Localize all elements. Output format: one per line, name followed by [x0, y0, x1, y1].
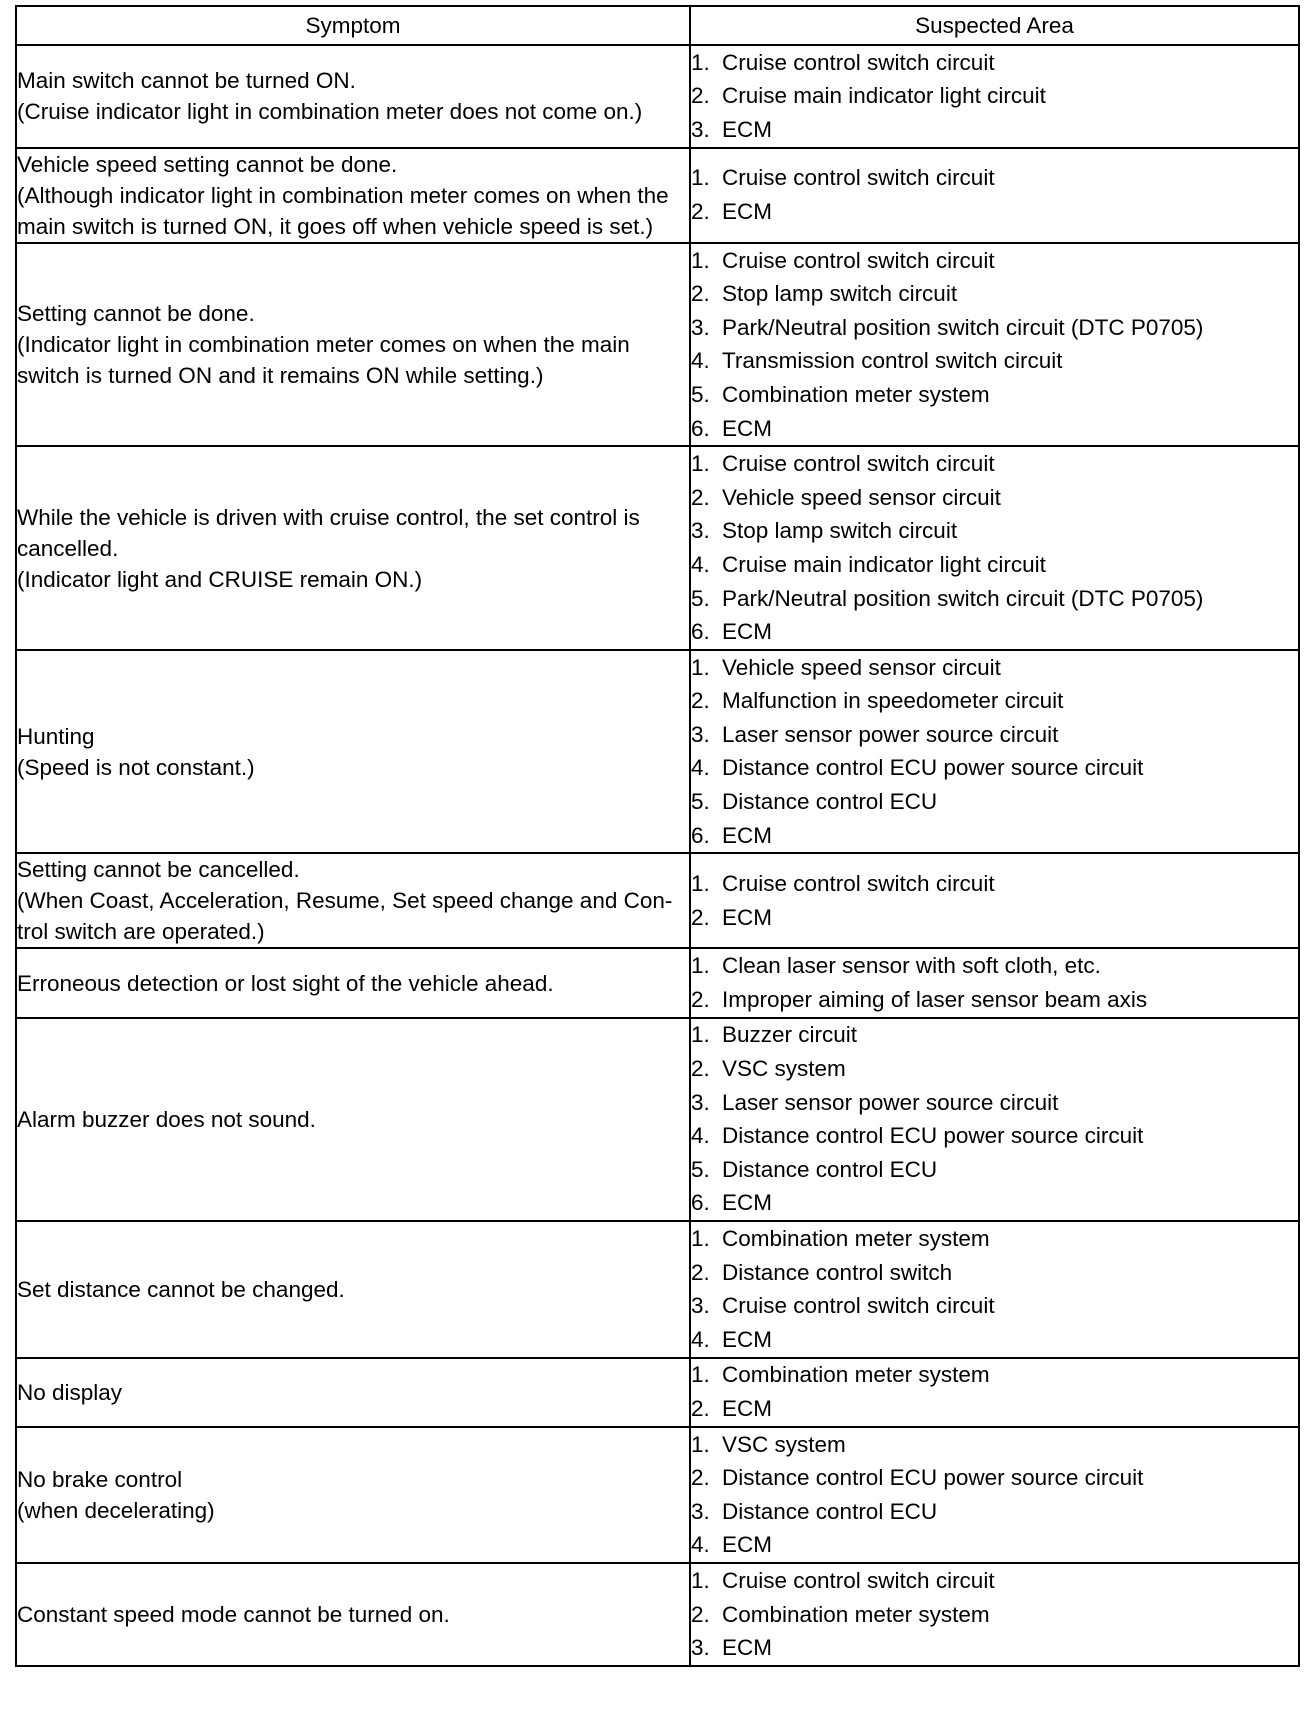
suspected-area-text: Cruise main indicator light circuit	[722, 551, 1046, 577]
suspected-area-text: ECM	[722, 116, 772, 142]
symptom-cell	[16, 1563, 690, 1666]
symptom-text-line: (Indicator light in combination meter comes on when the main	[17, 332, 630, 358]
suspected-area-cell	[690, 243, 1299, 447]
suspected-area-cell	[690, 650, 1299, 854]
suspected-area-item	[691, 651, 1298, 685]
suspected-area-number: 2.	[691, 484, 710, 510]
suspected-area-item	[691, 949, 1298, 983]
suspected-area-text: Laser sensor power source circuit	[722, 721, 1059, 747]
symptom-text-line: Alarm buzzer does not sound.	[17, 1106, 316, 1132]
suspected-area-text: ECM	[722, 199, 772, 225]
suspected-area-text: Distance control ECU	[722, 789, 938, 815]
table-row	[16, 446, 1299, 650]
suspected-area-text: ECM	[722, 822, 772, 848]
symptom-text-line: Vehicle speed setting cannot be done.	[17, 151, 398, 177]
suspected-area-text: Vehicle speed sensor circuit	[722, 484, 1001, 510]
suspected-area-number: 1.	[691, 1362, 710, 1388]
suspected-area-text: VSC system	[722, 1056, 846, 1082]
suspected-area-number: 4.	[691, 1532, 710, 1558]
suspected-area-text: VSC system	[722, 1431, 846, 1457]
suspected-area-item	[691, 1153, 1298, 1187]
suspected-area-text: ECM	[722, 904, 772, 930]
suspected-area-item	[691, 447, 1298, 481]
suspected-area-text: Cruise control switch circuit	[722, 871, 995, 897]
suspected-area-item	[691, 1086, 1298, 1120]
suspected-area-text: Park/Neutral position switch circuit (DTC P0705)	[722, 585, 1204, 611]
suspected-area-number: 1.	[691, 1431, 710, 1457]
symptom-cell	[16, 148, 690, 243]
suspected-area-number: 2.	[691, 986, 710, 1012]
table-row	[16, 1427, 1299, 1563]
suspected-area-text: Vehicle speed sensor circuit	[722, 654, 1001, 680]
suspected-area-item	[691, 983, 1298, 1017]
suspected-area-text: Cruise control switch circuit	[722, 247, 995, 273]
symptom-text-line: (Although indicator light in combination meter comes on when the	[17, 182, 669, 208]
table-body	[16, 45, 1299, 1666]
suspected-area-text: Cruise control switch circuit	[722, 451, 995, 477]
suspected-area-item	[691, 1529, 1298, 1563]
suspected-area-item	[691, 80, 1298, 114]
suspected-area-text: Distance control ECU power source circuit	[722, 1465, 1144, 1491]
table-row	[16, 243, 1299, 447]
suspected-area-item	[691, 1428, 1298, 1462]
suspected-area-cell	[690, 446, 1299, 650]
suspected-area-text: Distance control ECU	[722, 1156, 938, 1182]
suspected-area-number: 4.	[691, 1123, 710, 1149]
suspected-area-number: 4.	[691, 348, 710, 374]
suspected-area-item	[691, 752, 1298, 786]
suspected-area-number: 1.	[691, 165, 710, 191]
symptom-text-line: trol switch are operated.)	[17, 919, 265, 945]
suspected-area-item	[691, 1598, 1298, 1632]
suspected-area-item	[691, 1187, 1298, 1221]
suspected-area-number: 4.	[691, 1326, 710, 1352]
suspected-area-text: Buzzer circuit	[722, 1022, 858, 1048]
suspected-area-item	[691, 1222, 1298, 1256]
suspected-area-number: 1.	[691, 953, 710, 979]
suspected-area-number: 4.	[691, 755, 710, 781]
symptom-cell	[16, 853, 690, 948]
suspected-area-number: 5.	[691, 381, 710, 407]
symptom-text-line: switch is turned ON and it remains ON while setting.)	[17, 363, 544, 389]
suspected-area-text: Cruise control switch circuit	[722, 1293, 995, 1319]
suspected-area-item	[691, 1461, 1298, 1495]
suspected-area-number: 3.	[691, 314, 710, 340]
suspected-area-item	[691, 481, 1298, 515]
suspected-area-text: Stop lamp switch circuit	[722, 281, 958, 307]
suspected-area-item	[691, 277, 1298, 311]
suspected-area-number: 2.	[691, 688, 710, 714]
suspected-area-number: 1.	[691, 247, 710, 273]
suspected-area-number: 3.	[691, 1498, 710, 1524]
suspected-area-item	[691, 1289, 1298, 1323]
suspected-area-number: 3.	[691, 116, 710, 142]
suspected-area-number: 1.	[691, 1226, 710, 1252]
suspected-area-number: 2.	[691, 1056, 710, 1082]
suspected-area-item	[691, 412, 1298, 446]
symptom-cell	[16, 1358, 690, 1427]
symptom-text-line: (Speed is not constant.)	[17, 754, 255, 780]
suspected-area-number: 2.	[691, 83, 710, 109]
symptom-text-line: Setting cannot be done.	[17, 301, 255, 327]
suspected-area-number: 6.	[691, 822, 710, 848]
symptom-cell	[16, 45, 690, 148]
suspected-area-number: 3.	[691, 721, 710, 747]
suspected-area-text: Distance control switch	[722, 1259, 953, 1285]
symptom-cell	[16, 1427, 690, 1563]
suspected-area-cell	[690, 1427, 1299, 1563]
suspected-area-cell	[690, 853, 1299, 948]
suspected-area-item	[691, 1052, 1298, 1086]
suspected-area-cell	[690, 148, 1299, 243]
suspected-area-text: ECM	[722, 1395, 772, 1421]
suspected-area-item	[691, 162, 1298, 196]
symptom-column-header: Symptom	[16, 6, 690, 45]
table-row	[16, 948, 1299, 1017]
symptom-cell	[16, 243, 690, 447]
suspected-area-cell	[690, 1358, 1299, 1427]
suspected-area-item	[691, 901, 1298, 935]
suspected-area-item	[691, 1495, 1298, 1529]
suspected-area-text: ECM	[722, 1190, 772, 1216]
suspected-area-number: 5.	[691, 1156, 710, 1182]
suspected-area-text: Clean laser sensor with soft cloth, etc.	[722, 953, 1101, 979]
suspected-area-number: 1.	[691, 1022, 710, 1048]
suspected-area-item	[691, 345, 1298, 379]
suspected-area-item	[691, 1359, 1298, 1393]
suspected-area-number: 1.	[691, 871, 710, 897]
suspected-area-text: Transmission control switch circuit	[722, 348, 1063, 374]
suspected-area-number: 6.	[691, 415, 710, 441]
suspected-area-item	[691, 718, 1298, 752]
suspected-area-text: ECM	[722, 1532, 772, 1558]
suspected-area-number: 2.	[691, 1465, 710, 1491]
suspected-area-cell	[690, 45, 1299, 148]
symptom-text-line: (Indicator light and CRUISE remain ON.)	[17, 566, 423, 592]
suspected-area-item	[691, 244, 1298, 278]
suspected-area-number: 4.	[691, 551, 710, 577]
suspected-area-item	[691, 1631, 1298, 1665]
suspected-area-text: ECM	[722, 415, 772, 441]
suspected-area-text: Park/Neutral position switch circuit (DTC P0705)	[722, 314, 1204, 340]
table-row	[16, 853, 1299, 948]
suspected-area-number: 2.	[691, 281, 710, 307]
table-row	[16, 148, 1299, 243]
symptom-text-line: While the vehicle is driven with cruise control, the set control is	[17, 504, 640, 530]
symptom-cell	[16, 1221, 690, 1357]
suspected-area-item	[691, 113, 1298, 147]
table-row	[16, 1221, 1299, 1357]
suspected-area-text: Distance control ECU	[722, 1498, 938, 1524]
suspected-area-text: Stop lamp switch circuit	[722, 518, 958, 544]
symptom-text-line: Setting cannot be cancelled.	[17, 857, 300, 883]
suspected-area-text: Cruise control switch circuit	[722, 1567, 995, 1593]
symptom-text-line: (when decelerating)	[17, 1497, 215, 1523]
suspected-area-number: 3.	[691, 1293, 710, 1319]
suspected-area-text: Improper aiming of laser sensor beam axis	[722, 986, 1148, 1012]
table-row	[16, 1018, 1299, 1222]
suspected-area-number: 1.	[691, 49, 710, 75]
suspected-area-text: Distance control ECU power source circuit	[722, 755, 1144, 781]
suspected-area-text: ECM	[722, 1326, 772, 1352]
suspected-area-text: Malfunction in speedometer circuit	[722, 688, 1064, 714]
suspected-area-number: 2.	[691, 1601, 710, 1627]
suspected-area-cell	[690, 1563, 1299, 1666]
symptom-text-line: Main switch cannot be turned ON.	[17, 68, 356, 94]
suspected-area-item	[691, 1019, 1298, 1053]
symptom-text-line: Hunting	[17, 723, 95, 749]
suspected-area-cell	[690, 948, 1299, 1017]
suspected-area-item	[691, 378, 1298, 412]
symptom-text-line: cancelled.	[17, 535, 119, 561]
suspected-area-text: Cruise control switch circuit	[722, 165, 995, 191]
suspected-area-item	[691, 1323, 1298, 1357]
suspected-area-text: Combination meter system	[722, 1601, 990, 1627]
suspected-area-number: 3.	[691, 1089, 710, 1115]
suspected-area-item	[691, 582, 1298, 616]
suspected-area-item	[691, 46, 1298, 80]
suspected-area-item	[691, 515, 1298, 549]
symptom-text-line: No display	[17, 1379, 123, 1405]
suspected-area-text: Combination meter system	[722, 1362, 990, 1388]
suspected-area-number: 1.	[691, 654, 710, 680]
suspected-area-item	[691, 867, 1298, 901]
suspected-area-text: Combination meter system	[722, 1226, 990, 1252]
table-header-row	[16, 6, 1299, 45]
suspected-area-text: ECM	[722, 619, 772, 645]
suspected-area-number: 3.	[691, 518, 710, 544]
symptom-text-line: No brake control	[17, 1466, 183, 1492]
suspected-area-number: 2.	[691, 199, 710, 225]
suspected-area-number: 2.	[691, 904, 710, 930]
suspected-area-text: Cruise control switch circuit	[722, 49, 995, 75]
suspected-area-item	[691, 819, 1298, 853]
suspected-area-item	[691, 785, 1298, 819]
suspected-area-item	[691, 1119, 1298, 1153]
symptom-cell	[16, 1018, 690, 1222]
symptom-text-line: Constant speed mode cannot be turned on.	[17, 1602, 450, 1628]
table-row	[16, 1563, 1299, 1666]
suspected-area-item	[691, 1256, 1298, 1290]
symptom-text-line: (Cruise indicator light in combination meter does not come on.)	[17, 99, 643, 125]
suspected-area-item	[691, 1392, 1298, 1426]
table-row	[16, 650, 1299, 854]
suspected-area-number: 1.	[691, 1567, 710, 1593]
suspected-area-column-header: Suspected Area	[690, 6, 1299, 45]
troubleshooting-table	[15, 5, 1300, 1667]
symptom-cell	[16, 650, 690, 854]
symptom-cell	[16, 446, 690, 650]
suspected-area-item	[691, 1564, 1298, 1598]
suspected-area-item	[691, 311, 1298, 345]
suspected-area-number: 5.	[691, 585, 710, 611]
suspected-area-item	[691, 195, 1298, 229]
suspected-area-text: Combination meter system	[722, 381, 990, 407]
symptom-text-line: Set distance cannot be changed.	[17, 1276, 345, 1302]
suspected-area-number: 5.	[691, 789, 710, 815]
table-row	[16, 45, 1299, 148]
suspected-area-text: ECM	[722, 1635, 772, 1661]
symptom-cell	[16, 948, 690, 1017]
table-row	[16, 1358, 1299, 1427]
suspected-area-number: 1.	[691, 451, 710, 477]
suspected-area-cell	[690, 1221, 1299, 1357]
suspected-area-number: 3.	[691, 1635, 710, 1661]
suspected-area-number: 6.	[691, 1190, 710, 1216]
symptom-text-line: main switch is turned ON, it goes off when vehicle speed is set.)	[17, 213, 654, 239]
suspected-area-text: Laser sensor power source circuit	[722, 1089, 1059, 1115]
suspected-area-item	[691, 615, 1298, 649]
suspected-area-number: 6.	[691, 619, 710, 645]
symptom-text-line: Erroneous detection or lost sight of the vehicle ahead.	[17, 970, 554, 996]
suspected-area-cell	[690, 1018, 1299, 1222]
suspected-area-item	[691, 685, 1298, 719]
suspected-area-item	[691, 548, 1298, 582]
suspected-area-text: Distance control ECU power source circuit	[722, 1123, 1144, 1149]
suspected-area-number: 2.	[691, 1259, 710, 1285]
symptom-text-line: (When Coast, Acceleration, Resume, Set speed change and Con-	[17, 888, 673, 914]
suspected-area-number: 2.	[691, 1395, 710, 1421]
suspected-area-text: Cruise main indicator light circuit	[722, 83, 1046, 109]
